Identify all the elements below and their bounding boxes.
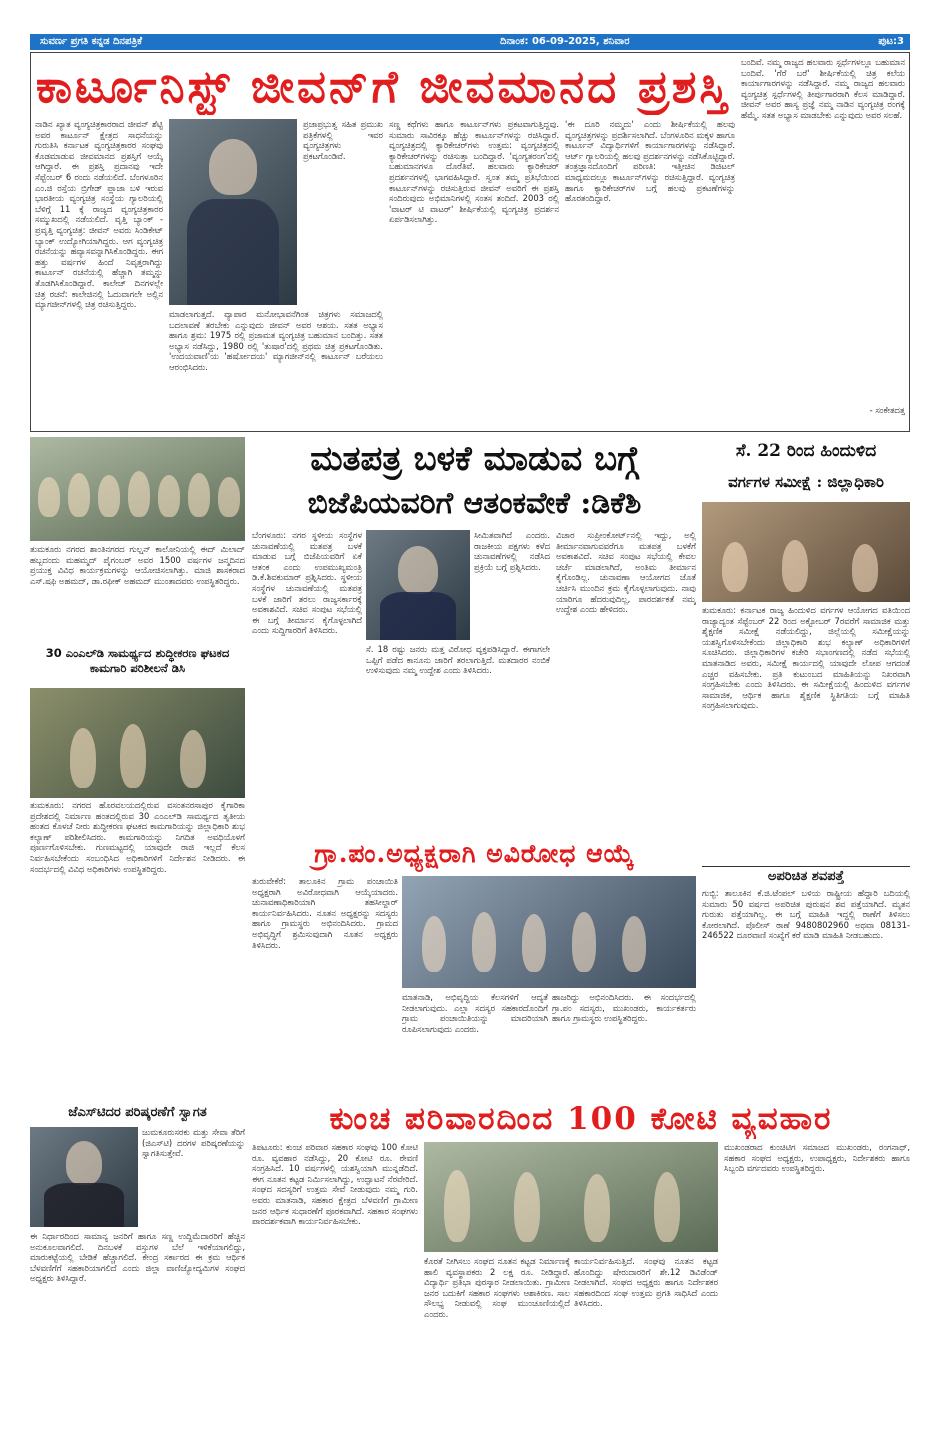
kuncha-col-2: ಕೊರತೆ ನೀಗಿಸಲು ಸಂಘದ ನೂತನ ಕಟ್ಟಡ ನಿರ್ಮಾಣಕ್ಕೆ ಹಾಲಿ ವ್ಯವಸ್ಥಾಪಕರು 2 ಲಕ್ಷ ರೂ. ನೀಡಿದ್ದಾರೆ. ವಿದ್ಯಾರ್ಥಿ ಪ್ರತಿಭಾ ಪುರಸ್ಕಾರ ನೀಡಲಾಯಿತು. ಗ್ರಾಮೀಣ ಜನರ ಬದುಕಿಗೆ ಸಹಕಾರ ಸಂಘಗಳು ಆಶಾಕಿರಣ. ಸಾಲ ಸೌಲಭ್ಯ ನೀಡುವಲ್ಲಿ ಸಂಘ ಮುಂಚೂಣಿಯಲ್ಲಿದೆ ಎಂದರು. bbox=[424, 1256, 570, 1319]
kuncha-col-3: ಕಾರ್ಯನಿರ್ವಹಿಸುತ್ತಿದೆ. ಸಂಘವು ನೂತನ ಕಟ್ಟಡ ಹೊಂದಿದ್ದು ಷೇರುದಾರರಿಗೆ ಶೇ.12 ಡಿವಿಡೆಂಡ್ ನೀಡಲಾಗಿದೆ. ಸಂಘದ ಅಧ್ಯಕ್ಷರು ಹಾಗೂ ನಿರ್ದೇಶಕರ ಸಹಕಾರದಿಂದ ಸಂಘ ಉತ್ತಮ ಪ್ರಗತಿ ಸಾಧಿಸಿದೆ ಎಂದು ತಿಳಿಸಿದರು. bbox=[574, 1256, 718, 1309]
cartoonist-article bbox=[30, 52, 910, 432]
dks-headline-block bbox=[252, 437, 697, 527]
unknown-body-text: ಗುಬ್ಬಿ: ತಾಲೂಕಿನ ಕೆ.ಜಿ.ಟೆಂಪಲ್ ಬಳಿಯ ರಾಷ್ಟ್ರೀಯ ಹೆದ್ದಾರಿ ಬದಿಯಲ್ಲಿ ಸುಮಾರು 50 ವರ್ಷದ ಅಪರಿಚಿತ ಪುರುಷನ ಶವ ಪತ್ತೆಯಾಗಿದೆ. ಮೃತನ ಗುರುತು ಪತ್ತೆಯಾಗಿಲ್ಲ. ಈ ಬಗ್ಗೆ ಮಾಹಿತಿ ಇದ್ದಲ್ಲಿ ಠಾಣೆಗೆ ತಿಳಿಸಲು ಕೋರಲಾಗಿದೆ. ಪೊಲೀಸ್ ಠಾಣೆ 9480802960 ಅಥವಾ 08131-246522 ದೂರವಾಣಿ ಸಂಖ್ಯೆಗೆ ಕರೆ ಮಾಡಿ ಮಾಹಿತಿ ನೀಡಬಹುದು. bbox=[702, 888, 910, 941]
survey-headline-block bbox=[702, 437, 910, 499]
stp-inspection-photo bbox=[30, 688, 245, 798]
cartoonist-photo bbox=[169, 119, 297, 305]
stp-article bbox=[30, 646, 245, 686]
newspaper-name: ಸುವರ್ಣ ಪ್ರಗತಿ ಕನ್ನಡ ದಿನಪತ್ರಿಕೆ bbox=[40, 36, 143, 47]
survey-article-body: ತುಮಕೂರು: ಕರ್ನಾಟಕ ರಾಜ್ಯ ಹಿಂದುಳಿದ ವರ್ಗಗಳ ಆಯೋಗದ ವತಿಯಿಂದ ರಾಜ್ಯಾದ್ಯಂತ ಸೆಪ್ಟೆಂಬರ್ 22 ರಿಂದ ಅಕ್ಟೋಬರ್ 7ರವರೆಗೆ ಸಾಮಾಜಿಕ ಮತ್ತು ಶೈಕ್ಷಣಿಕ ಸಮೀಕ್ಷೆ ನಡೆಯಲಿದ್ದು, ಜಿಲ್ಲೆಯಲ್ಲಿ ಸಮೀಕ್ಷೆಯನ್ನು ಯಶಸ್ವಿಗೊಳಿಸಬೇಕೆಂದು ಜಿಲ್ಲಾಧಿಕಾರಿ ಶುಭ ಕಲ್ಯಾಣ್ ಅಧಿಕಾರಿಗಳಿಗೆ ಸೂಚಿಸಿದರು. ಜಿಲ್ಲಾಧಿಕಾರಿಗಳ ಕಚೇರಿ ಸಭಾಂಗಣದಲ್ಲಿ ನಡೆದ ಸಭೆಯಲ್ಲಿ ಮಾತನಾಡಿದ ಅವರು, ಸಮೀಕ್ಷೆ ಕಾರ್ಯದಲ್ಲಿ ಯಾವುದೇ ಲೋಪ ಆಗದಂತೆ ಎಚ್ಚರ ವಹಿಸಬೇಕು. ಪ್ರತಿ ಕುಟುಂಬದ ಮಾಹಿತಿಯನ್ನು ನಿಖರವಾಗಿ ಸಂಗ್ರಹಿಸಬೇಕು ಎಂದು ತಿಳಿಸಿದರು. ಈ ಸಮೀಕ್ಷೆಯಲ್ಲಿ ಹಿಂದುಳಿದ ವರ್ಗಗಳ ಸಾಮಾಜಿಕ, ಆರ್ಥಿಕ ಹಾಗೂ ಶೈಕ್ಷಣಿಕ ಸ್ಥಿತಿಗತಿಯ ಬಗ್ಗೆ ಮಾಹಿತಿ ಸಂಗ್ರಹಿಸಲಾಗುವುದು. bbox=[702, 605, 910, 711]
survey-headline-line1: ಸೆ. 22 ರಿಂದ ಹಿಂದುಳಿದ bbox=[735, 441, 877, 461]
dks-headline-line2: ಬಿಜೆಪಿಯವರಿಗೆ ಆತಂಕವೇಕೆ :ಡಿಕೆಶಿ bbox=[307, 486, 642, 521]
unknown-body-article bbox=[702, 866, 910, 1096]
cartoonist-col-1: ನಾಡಿನ ಖ್ಯಾತ ವ್ಯಂಗ್ಯಚಿತ್ರಕಾರರಾದ ಜೀವನ್ ಶೆಟ್ಟಿ ಅವರ ಕಾರ್ಟೂನ್ ಕ್ಷೇತ್ರದ ಸಾಧನೆಯನ್ನು ಗುರುತಿಸಿ ಕರ್ನಾಟಕ ವ್ಯಂಗ್ಯಚಿತ್ರಕಾರರ ಸಂಘವು ಕೊಡಮಾಡುವ ಜೀವಮಾನದ ಪ್ರಶಸ್ತಿಗೆ ಆಯ್ಕೆ ಆಗಿದ್ದಾರೆ. ಈ ಪ್ರಶಸ್ತಿ ಪ್ರದಾನವು ಇದೇ ಸೆಪ್ಟೆಂಬರ್ 6 ರಂದು ನಡೆಯಲಿದೆ. ಬೆಂಗಳೂರಿನ ಎಂ.ಜಿ ರಸ್ತೆಯ ಬ್ರಿಗೇಡ್ ಪ್ಲಾಜಾ ಬಳಿ ಇರುವ ಭಾರತೀಯ ವ್ಯಂಗ್ಯಚಿತ್ರ ಸಂಸ್ಥೆಯ ಗ್ಯಾಲರಿಯಲ್ಲಿ ಬೆಳಿಗ್ಗೆ 11 ಕ್ಕೆ ರಾಜ್ಯದ ವ್ಯಂಗ್ಯಚಿತ್ರಕಾರರ ಸಮ್ಮುಖದಲ್ಲಿ ನಡೆಯಲಿದೆ. ವೃತ್ತಿ ಬ್ಯಾಂಕ್ - ಪ್ರವೃತ್ತಿ ವ್ಯಂಗ್ಯಚಿತ್ರ: ಜೀವನ್ ಅವರು ಸಿಂಡಿಕೇಟ್ ಬ್ಯಾಂಕ್ ಉದ್ಯೋಗಿಯಾಗಿದ್ದರು. ಆಗ ವ್ಯಂಗ್ಯಚಿತ್ರ ರಚನೆಯನ್ನು ಹವ್ಯಾಸವನ್ನಾಗಿಸಿಕೊಂಡಿದ್ದರು. ಈಗ ಹತ್ತು ವರ್ಷಗಳ ಹಿಂದೆ ನಿವೃತ್ತರಾಗಿದ್ದು ಕಾರ್ಟೂನ್ ರಚನೆಯಲ್ಲಿ ಹೆಚ್ಚಾಗಿ ತಮ್ಮನ್ನು ತೊಡಗಿಸಿಕೊಂಡಿದ್ದಾರೆ. ಕಾಲೇಜ್ ದಿನಗಳಲ್ಲೇ ಚಿತ್ರ ರಚನೆ: ಕಾಲೇಜಿನಲ್ಲಿ ಓದುವಾಗಲೇ ಅಲ್ಲಿನ ಮ್ಯಾಗಜೀನ್‌ಗಳಲ್ಲಿ ಚಿತ್ರ ರಚಿಸುತ್ತಿದ್ದರು. bbox=[35, 119, 163, 310]
dks-col-1: ಬೆಂಗಳೂರು: ನಗರ ಸ್ಥಳೀಯ ಸಂಸ್ಥೆಗಳ ಚುನಾವಣೆಯಲ್ಲಿ ಮತಪತ್ರ ಬಳಕೆ ಮಾಡುವ ಬಗ್ಗೆ ಬಿಜೆಪಿಯವರಿಗೆ ಏಕೆ ಆತಂಕ ಎಂದು ಉಪಮುಖ್ಯಮಂತ್ರಿ ಡಿ.ಕೆ.ಶಿವಕುಮಾರ್ ಪ್ರಶ್ನಿಸಿದರು. ಸ್ಥಳೀಯ ಸಂಸ್ಥೆಗಳ ಚುನಾವಣೆಯಲ್ಲಿ ಮತಪತ್ರ ಬಳಕೆ ಜಾರಿಗೆ ತರಲು ರಾಜ್ಯಸರ್ಕಾರಕ್ಕೆ ಅವಕಾಶವಿದೆ. ಸಚಿವ ಸಂಪುಟ ಸಭೆಯಲ್ಲಿ ಈ ಬಗ್ಗೆ ತೀರ್ಮಾನ ಕೈಗೊಳ್ಳಲಾಗಿದೆ ಎಂದು ಸುದ್ದಿಗಾರರಿಗೆ ತಿಳಿಸಿದರು. bbox=[252, 530, 362, 636]
issue-date: ದಿನಾಂಕ: 06-09-2025, ಶನಿವಾರ bbox=[500, 36, 630, 47]
gst-person-photo bbox=[30, 1127, 138, 1227]
gp-felicitation-photo bbox=[402, 876, 696, 988]
gst-col-1: ಜುಮಕೂರುಸರಕು ಮತ್ತು ಸೇವಾ ತೆರಿಗೆ (ಜಿಎಸ್‌ಟಿ) ದರಗಳ ಪರಿಷ್ಕರಣೆಯನ್ನು ಸ್ವಾಗತಿಸುತ್ತೇವೆ. bbox=[142, 1127, 245, 1159]
stp-article-body: ತುಮಕೂರು: ನಗರದ ಹೊರವಲಯದಲ್ಲಿರುವ ವಸಂತನರಸಾಪುರ ಕೈಗಾರಿಕಾ ಪ್ರದೇಶದಲ್ಲಿ ನಿರ್ಮಾಣ ಹಂತದಲ್ಲಿರುವ 30 ಎಂಎಲ್‌ಡಿ ಸಾಮರ್ಥ್ಯದ ತೃತೀಯ ಹಂತದ ಕೊಳಚೆ ನೀರು ಶುದ್ಧೀಕರಣ ಘಟಕದ ಕಾಮಗಾರಿಯನ್ನು ಜಿಲ್ಲಾಧಿಕಾರಿ ಶುಭ ಕಲ್ಯಾಣ್ ಪರಿಶೀಲಿಸಿದರು. ಕಾಮಗಾರಿಯನ್ನು ನಿಗದಿತ ಅವಧಿಯೊಳಗೆ ಪೂರ್ಣಗೊಳಿಸಬೇಕು. ಗುಣಮಟ್ಟದಲ್ಲಿ ಯಾವುದೇ ರಾಜಿ ಇಲ್ಲದೆ ಕೆಲಸ ನಿರ್ವಹಿಸಬೇಕೆಂದು ಸಂಬಂಧಿಸಿದ ಅಧಿಕಾರಿಗಳಿಗೆ ನಿರ್ದೇಶನ ನೀಡಿದರು. ಈ ಸಂದರ್ಭದಲ್ಲಿ ವಿವಿಧ ಅಧಿಕಾರಿಗಳು ಉಪಸ್ಥಿತರಿದ್ದರು. bbox=[30, 800, 245, 874]
gp-headline: ಗ್ರಾ.ಪಂ.ಅಧ್ಯಕ್ಷರಾಗಿ ಅವಿರೋಧ ಆಯ್ಕೆ bbox=[314, 839, 635, 868]
dks-headline-line1: ಮತಪತ್ರ ಬಳಕೆ ಮಾಡುವ ಬಗ್ಗೆ bbox=[310, 439, 639, 479]
cartoonist-byline: - ಸಂಕೇತದತ್ತ bbox=[869, 405, 905, 415]
kuncha-col-1: ತಿಪಟೂರು: ಕುಂಚ ಪರಿವಾರ ಸಹಕಾರ ಸಂಘವು 100 ಕೋಟಿ ರೂ. ವ್ಯವಹಾರ ನಡೆಸಿದ್ದು, 20 ಕೋಟಿ ರೂ. ಠೇವಣಿ ಸಂಗ್ರಹಿಸಿದೆ. 10 ವರ್ಷಗಳಲ್ಲಿ ಯಶಸ್ವಿಯಾಗಿ ಮುನ್ನಡೆದಿದೆ. ಈಗ ನೂತನ ಕಟ್ಟಡ ನಿರ್ಮಿಸಲಾಗಿದ್ದು, ಉದ್ಘಾಟನೆ ನೆರವೇರಿದೆ. ಸಂಘದ ಸದಸ್ಯರಿಗೆ ಉತ್ತಮ ಸೇವೆ ನೀಡುವುದು ನಮ್ಮ ಗುರಿ. ಅವರು ಮಾತನಾಡಿ, ಸಹಕಾರ ಕ್ಷೇತ್ರದ ಬೆಳವಣಿಗೆ ಗ್ರಾಮೀಣ ಜನರ ಆರ್ಥಿಕ ಸುಧಾರಣೆಗೆ ಪೂರಕವಾಗಿದೆ. ಸಹಕಾರ ಸಂಘಗಳು ಪಾರದರ್ಶಕವಾಗಿ ಕಾರ್ಯನಿರ್ವಹಿಸಬೇಕು. bbox=[252, 1142, 418, 1227]
gp-col-3: ಹಾಜರಿದ್ದು ಅಭಿನಂದಿಸಿದರು. ಈ ಸಂದರ್ಭದಲ್ಲಿ ಗ್ರಾ.ಪಂ ಸದಸ್ಯರು, ಮುಖಂಡರು, ಕಾರ್ಯಕರ್ತರು ಹಾಗೂ ಗ್ರಾಮಸ್ಥರು ಉಪಸ್ಥಿತರಿದ್ದರು. bbox=[552, 992, 696, 1024]
kuncha-headline: ಕುಂಚ ಪರಿವಾರದಿಂದ 100 ಕೋಟಿ ವ್ಯವಹಾರ bbox=[329, 1101, 833, 1137]
stp-headline: 30 ಎಂಎಲ್‌ಡಿ ಸಾಮರ್ಥ್ಯದ ಶುದ್ಧೀಕರಣ ಘಟಕದ ಕಾಮಗಾರಿ ಪರಿಶೀಲನೆ ಡಿಸಿ bbox=[45, 646, 230, 675]
masthead-bar bbox=[30, 34, 910, 50]
cartoonist-col-5: ಬಂದಿವೆ. ನಮ್ಮ ರಾಜ್ಯದ ಹಲವಾರು ಸ್ಪರ್ಧೆಗಳಲ್ಲೂ ಬಹುಮಾನ ಬಂದಿವೆ. 'ಗೆರೆ ಬರೆ' ಶೀರ್ಷಿಕೆಯಲ್ಲಿ ಚಿತ್ರ ಕಲೆಯ ಕಾರ್ಯಾಗಾರಗಳನ್ನು ನಡೆಸಿದ್ದಾರೆ. ನಮ್ಮ ರಾಜ್ಯದ ಹಲವಾರು ವ್ಯಂಗ್ಯಚಿತ್ರ ಸ್ಪರ್ಧೆಗಳಲ್ಲಿ ತೀರ್ಪುಗಾರರಾಗಿ ಕೆಲಸ ಮಾಡಿದ್ದಾರೆ. ಜೀವನ್ ಅವರ ಹಾಸ್ಯ ಪ್ರಜ್ಞೆ ನಮ್ಮ ನಾಡಿನ ವ್ಯಂಗ್ಯಚಿತ್ರ ರಂಗಕ್ಕೆ ಹೆಮ್ಮೆ. ಸತತ ಅಭ್ಯಾಸ ಮಾಡಬೇಕು ಎನ್ನುವುದು ಅವರ ಸಲಹೆ. bbox=[741, 57, 905, 120]
dks-col-2b: ಸೆ. 18 ರಷ್ಟು ಜನರು ಮತ್ತ ವಿರೋಧ ವ್ಯಕ್ತಪಡಿಸಿದ್ದಾರೆ. ಈಗಾಗಲೇ ಒಪ್ಪಿಗೆ ಪಡೆದ ಕಾನೂನು ಜಾರಿಗೆ ತರಲಾಗುತ್ತಿದೆ. ಮತದಾರರ ನಂಬಿಕೆ ಉಳಿಸುವುದು ನಮ್ಮ ಉದ್ದೇಶ ಎಂದು ತಿಳಿಸಿದರು. bbox=[366, 644, 550, 676]
cartoonist-col-2b: ಮಾಡಲಾಗುತ್ತದೆ. ವ್ಯಾಪಾರ ಮನೋಭಾವನೆಗಿಂತ ಚಿತ್ರಗಳು ಸಮಾಜದಲ್ಲಿ ಬದಲಾವಣೆ ತರಬೇಕು ಎನ್ನುವುದು ಜೀವನ್ ಅವರ ಆಶಯ. ಸತತ ಅಭ್ಯಾಸ ಹಾಗೂ ಶ್ರಮ: 1975 ರಲ್ಲಿ ಪ್ರಜಾಮತ ವ್ಯಂಗ್ಯಚಿತ್ರ ಬಹುಮಾನ ಬಂದಿತ್ತು. ಸತತ ಅಭ್ಯಾಸ ನಡೆಸಿದ್ದು, 1980 ರಲ್ಲಿ 'ತುಷಾರ'ದಲ್ಲಿ ಪ್ರಥಮ ಚಿತ್ರ ಪ್ರಕಟಗೊಂಡಿತು. 'ಉದಯವಾಣಿ'ಯ 'ಹರ್ಷೋದಯ' ಮ್ಯಾಗಜೀನ್‌ನಲ್ಲಿ ಕಾರ್ಟೂನ್ ಬರೆಯಲು ಆರಂಭಿಸಿದರು. bbox=[169, 309, 383, 372]
cartoonist-col-2a: ಪ್ರಜಾಪ್ರಭುತ್ವ ಸಹಿತ ಪ್ರಮುಖ ಪತ್ರಿಕೆಗಳಲ್ಲಿ ಇವರ ವ್ಯಂಗ್ಯಚಿತ್ರಗಳು ಪ್ರಕಟಗೊಂಡಿವೆ. bbox=[303, 119, 383, 161]
eid-celebration-photo bbox=[30, 437, 245, 541]
survey-headline-line2: ವರ್ಗಗಳ ಸಮೀಕ್ಷೆ : ಜಿಲ್ಲಾಧಿಕಾರಿ bbox=[728, 473, 884, 491]
gst-headline: ಜೆಎಸ್‌ಟಿದರ ಪರಿಷ್ಕರಣೆಗೆ ಸ್ವಾಗತ bbox=[68, 1105, 207, 1120]
dks-col-2a: ಸೀಮಿತವಾಗಿದೆ ಎಂದರು. ರಾಜಕೀಯ ಪಕ್ಷಗಳು ಕಳೆದ ಚುನಾವಣೆಗಳಲ್ಲಿ ನಡೆಸಿದ ಪ್ರಕ್ರಿಯೆ ಬಗ್ಗೆ ಪ್ರಶ್ನಿಸಿದರು. bbox=[474, 530, 550, 572]
cartoonist-col-4: 'ಈ ದೂರಿ ನಮ್ಮದು' ಎಂದು ಶೀರ್ಷಿಕೆಯಲ್ಲಿ ಹಲವು ವ್ಯಂಗ್ಯಚಿತ್ರಗಳನ್ನು ಪ್ರದರ್ಶಿಸಲಾಗಿದೆ. ಬೆಂಗಳೂರಿನ ಮಕ್ಕಳ ಹಾಗೂ ಕಾರ್ಟೂನ್ ವಿದ್ಯಾರ್ಥಿಗಳಿಗೆ ಕಾರ್ಯಾಗಾರಗಳನ್ನು ನಡೆಸಿದ್ದಾರೆ. ಆರ್ಟ್ ಗ್ಯಾಲರಿಯಲ್ಲಿ ಹಲವು ಪ್ರದರ್ಶನಗಳನ್ನು ನಡೆಸಿಕೊಟ್ಟಿದ್ದಾರೆ. ತಂತ್ರಜ್ಞಾನದೊಂದಿಗೆ ಪರಿಣತಿ: ಇತ್ತೀಚಿನ ಡಿಜಿಟಲ್ ಮಾಧ್ಯಮದಲ್ಲೂ ಕಾರ್ಟೂನ್‌ಗಳನ್ನು ರಚಿಸುತ್ತಿದ್ದಾರೆ. ವ್ಯಂಗ್ಯಚಿತ್ರ ಹಾಗೂ ಕ್ಯಾರಿಕೇಚರ್‌ಗಳ ಬಗ್ಗೆ ಹಲವು ಪ್ರಕಟಣೆಗಳನ್ನು ಹೊರತಂದಿದ್ದಾರೆ. bbox=[565, 119, 735, 204]
gp-headline-block bbox=[252, 836, 697, 872]
cartoonist-col-3: ಸಣ್ಣ ಕಥೆಗಳು ಹಾಗೂ ಕಾರ್ಟೂನ್‌ಗಳು ಪ್ರಕಟವಾಗುತ್ತಿದ್ದವು. ಸುಮಾರು ಸಾವಿರಕ್ಕೂ ಹೆಚ್ಚು ಕಾರ್ಟೂನ್‌ಗಳನ್ನು ರಚಿಸಿದ್ದಾರೆ. ವ್ಯಂಗ್ಯಚಿತ್ರದಲ್ಲಿ ಕ್ಯಾರಿಕೇಚರ್‌ಗಳು ಉತ್ತಮ: ವ್ಯಂಗ್ಯಚಿತ್ರದಲ್ಲಿ ಕ್ಯಾರಿಕೇಚರ್‌ಗಳನ್ನು ರಚಿಸುತ್ತಾ ಬಂದಿದ್ದಾರೆ. 'ವ್ಯಂಗ್ಯತರಂಗ'ದಲ್ಲಿ ಬಹುಮಾನಗಳೂ ದೊರೆತಿವೆ. ಹಲವಾರು ಕ್ಯಾರಿಕೇಚರ್ ಪ್ರದರ್ಶನಗಳಲ್ಲಿ ಭಾಗವಹಿಸಿದ್ದಾರೆ. ಸ್ವಂತ ತಮ್ಮ ಪ್ರತಿಭೆಯಿಂದ ಕಾರ್ಟೂನ್‌ಗಳನ್ನು ರಚಿಸುತ್ತಿರುವ ಜೀವನ್ ಅವರಿಗೆ ಈ ಪ್ರಶಸ್ತಿ ಸಂದಿರುವುದು ಅಭಿಮಾನಿಗಳಲ್ಲಿ ಸಂತಸ ತಂದಿದೆ. 2003 ರಲ್ಲಿ 'ವಾಟರ್ ಟಿ ವಾಟರ್' ಶೀರ್ಷಿಕೆಯಲ್ಲಿ ವ್ಯಂಗ್ಯಚಿತ್ರ ಪ್ರದರ್ಶನ ಏರ್ಪಡಿಸಲಾಗಿತ್ತು. bbox=[389, 119, 559, 225]
cartoonist-headline: ಕಾರ್ಟೂನಿಸ್ಟ್ ಜೀವನ್‌ಗೆ ಜೀವಮಾನದ ಪ್ರಶಸ್ತಿ bbox=[35, 60, 731, 113]
gp-col-1: ತುರುವೇಕೆರೆ: ತಾಲೂಕಿನ ಗ್ರಾಮ ಪಂಚಾಯಿತಿ ಅಧ್ಯಕ್ಷರಾಗಿ ಅವಿರೋಧವಾಗಿ ಆಯ್ಕೆಯಾದರು. ಚುನಾವಣಾಧಿಕಾರಿಯಾಗಿ ತಹಸೀಲ್ದಾರ್ ಕಾರ್ಯನಿರ್ವಹಿಸಿದರು. ನೂತನ ಅಧ್ಯಕ್ಷರನ್ನು ಸದಸ್ಯರು ಹಾಗೂ ಗ್ರಾಮಸ್ಥರು ಅಭಿನಂದಿಸಿದರು. ಗ್ರಾಮದ ಅಭಿವೃದ್ಧಿಗೆ ಶ್ರಮಿಸುವುದಾಗಿ ನೂತನ ಅಧ್ಯಕ್ಷರು ತಿಳಿಸಿದರು. bbox=[252, 876, 398, 950]
kuncha-inauguration-photo bbox=[424, 1142, 718, 1252]
kuncha-col-4: ಮುಖಂಡರಾದ ಕುಂಚಿಟಿಗ ಸಮಾಜದ ಮುಖಂಡರು, ರಂಗನಾಥ್, ಸಹಕಾರ ಸಂಘದ ಅಧ್ಯಕ್ಷರು, ಉಪಾಧ್ಯಕ್ಷರು, ನಿರ್ದೇಶಕರು ಹಾಗೂ ಸಿಬ್ಬಂದಿ ವರ್ಗದವರು ಉಪಸ್ಥಿತರಿದ್ದರು. bbox=[724, 1142, 910, 1174]
gst-col-2: ಈ ನಿರ್ಧಾರದಿಂದ ಸಾಮಾನ್ಯ ಜನರಿಗೆ ಹಾಗೂ ಸಣ್ಣ ಉದ್ದಿಮೆದಾರರಿಗೆ ಹೆಚ್ಚಿನ ಅನುಕೂಲವಾಗಲಿದೆ. ದಿನಬಳಕೆ ವಸ್ತುಗಳ ಬೆಲೆ ಇಳಿಕೆಯಾಗಲಿದ್ದು, ಮಾರುಕಟ್ಟೆಯಲ್ಲಿ ಬೇಡಿಕೆ ಹೆಚ್ಚಾಗಲಿದೆ. ಕೇಂದ್ರ ಸರ್ಕಾರದ ಈ ಕ್ರಮ ಆರ್ಥಿಕ ಬೆಳವಣಿಗೆಗೆ ಸಹಕಾರಿಯಾಗಲಿದೆ ಎಂದು ಜಿಲ್ಲಾ ವಾಣಿಜ್ಯೋದ್ಯಮಿಗಳ ಸಂಘದ ಅಧ್ಯಕ್ಷರು ತಿಳಿಸಿದ್ದಾರೆ. bbox=[30, 1231, 245, 1284]
kuncha-headline-block bbox=[252, 1099, 910, 1139]
page-number: ಪುಟ:3 bbox=[878, 36, 904, 47]
gp-col-2: ಮಾತನಾಡಿ, ಅಭಿವೃದ್ಧಿಯ ಕೆಲಸಗಳಿಗೆ ಆದ್ಯತೆ ನೀಡಲಾಗುವುದು. ಎಲ್ಲಾ ಸದಸ್ಯರ ಸಹಕಾರದೊಂದಿಗೆ ಗ್ರಾಮ ಪಂಚಾಯಿತಿಯನ್ನು ಮಾದರಿಯಾಗಿ ರೂಪಿಸಲಾಗುವುದು ಎಂದರು. bbox=[402, 992, 548, 1034]
gst-article bbox=[30, 1103, 245, 1433]
unknown-body-headline: ಅಪರಿಚಿತ ಶವಪತ್ತೆ bbox=[702, 866, 910, 886]
eid-article-body: ತುಮಕೂರು ನಗರದ ಶಾಂತಿನಗರದ ಗುಲ್ಷನ್ ಕಾಲೋನಿಯಲ್ಲಿ ಈದ್ ಮಿಲಾದ್ ಹಬ್ಬದಂದು ಮಹಮ್ಮದ್ ಪೈಗಂಬರ್ ಅವರ 1500 ವರ್ಷಗಳ ಜನ್ಮದಿನದ ಪ್ರಯುಕ್ತ ವಿವಿಧ ಕಾರ್ಯಕ್ರಮಗಳನ್ನು ಆಯೋಜಿಸಲಾಗಿತ್ತು. ಮಾಜಿ ಶಾಸಕರಾದ ಎಸ್.ಷಫಿ ಅಹಮದ್, ಡಾ.ರಫೀಕ್ ಅಹಮದ್ ಮುಂತಾದವರು ಉಪಸ್ಥಿತರಿದ್ದರು. bbox=[30, 544, 245, 586]
survey-meeting-photo bbox=[702, 502, 910, 602]
dks-col-3: ವಿಚಾರ ಸುಪ್ರೀಂಕೋರ್ಟ್‌ನಲ್ಲಿ ಇದ್ದು, ಅಲ್ಲಿ ತೀರ್ಮಾನವಾಗುವವರೆಗೂ ಮತಪತ್ರ ಬಳಕೆಗೆ ಅವಕಾಶವಿದೆ. ಸಚಿವ ಸಂಪುಟ ಸಭೆಯಲ್ಲಿ ಕೇವಲ ಚರ್ಚೆ ಮಾಡಲಾಗಿದೆ, ಅಂತಿಮ ತೀರ್ಮಾನ ಕೈಗೊಂಡಿಲ್ಲ. ಚುನಾವಣಾ ಆಯೋಗದ ಜೊತೆ ಚರ್ಚಿಸಿ ಮುಂದಿನ ಕ್ರಮ ಕೈಗೊಳ್ಳಲಾಗುವುದು. ನಾವು ಯಾರಿಗೂ ಹೆದರುವುದಿಲ್ಲ, ಪಾರದರ್ಶಕತೆ ನಮ್ಮ ಉದ್ದೇಶ ಎಂದು ಹೇಳಿದರು. bbox=[556, 530, 696, 615]
dks-photo bbox=[366, 530, 470, 640]
